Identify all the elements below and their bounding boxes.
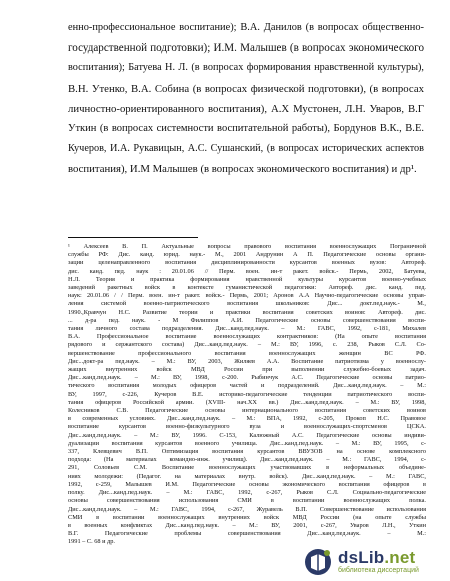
- footnote-line: тического воспитания молодых офицеров частей и подразделений. Дис...канд.пед.наук. – М.:: [68, 382, 426, 390]
- body-text-line: Уткин (в вопросах системности воспитательной работы), Бордунов В.К., В.Е.: [68, 123, 424, 135]
- footnote-line: вершенствование профессионального воспитания военнослужащих женщин ВС РФ.: [68, 349, 426, 357]
- footnote-line: Н.Л. Теория и практика формирования нравственной культуры курсантов военно-учебных: [68, 275, 426, 283]
- footnote-line: Дис...докт-ра пед.наук. – М.: ВУ, 2003, Жиляев А.А. Воспитание патриотизма у военнослу-: [68, 357, 426, 365]
- footnote-line: заведений ракетных войск в контексте гуманистической педагогики: Автореф. дис. канд. пед.: [68, 284, 426, 292]
- body-text-line: воспитания), И.М Малышев (в вопросах экономического воспитания) и др¹.: [68, 163, 417, 176]
- body-text-line: воспитания); Батуева Н. Л. (в вопросах формирования нравственной культуры),: [68, 62, 424, 74]
- footnote-line: в военных конфликтах Дис...канд.пед.наук. – М.: ВУ, 2001, с-267, Уваров Л.Н., Уткин: [68, 521, 426, 529]
- footnote-line: ВУ, 1997, с-226, Кучеров В.Е. историко-педагогические тенденции патриотического воспи-: [68, 390, 426, 398]
- body-text-line: государственной подготовки); И.М. Малышев (в вопросах экономического: [68, 42, 424, 55]
- body-text: [68, 18, 424, 180]
- footnote-line: Дис...канд.пед.наук. – М.: ВУ, 1998, с-200. Рыбинчук А.С. Педагогические основы патрио-: [68, 374, 426, 382]
- footnote-line: 1992, с-259, Малышев И.М. Педагогические основы экономического воспитания офицеров в: [68, 480, 426, 488]
- footnote-line: тания офицеров Российской армии. (XVIII- нач.XX вв.) Дис...канд.пед.наук. – М.: ВУ, 1998,: [68, 398, 426, 406]
- footnote-line: Колесников С.В. Педагогические основы интернационального воспитания советских воинов: [68, 407, 426, 415]
- watermark-site-prefix: dsLib: [338, 548, 385, 567]
- footnote-separator: [68, 237, 198, 238]
- footnote-line: службы РФ: Дис. канд. юрид. наук.- М., 2001 Андрунин А П. Педагогические основы органи-: [68, 251, 426, 259]
- footnote-line: наук: 20.01.06 / / Перм. воен. ин-т ракет. войск.- Пермь, 2001; Аронов А.А Научно-педагогические основы управ-: [68, 292, 426, 300]
- footnote-line: Дис...канд.пед.наук. – М.: ГАВС, 1994, с-267, Журавель В.П. Совершенствование использования: [68, 505, 426, 513]
- footnote-line: дуализации воспитания курсантов военного училища. Дис...канд.пед.наук. – М.: ВУ, 1995, с-: [68, 439, 426, 447]
- footnote-line: ... д-ра пед. наук. - М Филиппов А.И. Педагогические основы совершенствования воспи-: [68, 316, 426, 324]
- footnote-line: В.А. Профессиональное воспитание военнослужащих контрактников: (На опыте воспитания: [68, 333, 426, 341]
- body-text-line: В.Н. Утенко, В.А. Собина (в вопросах физической подготовки), (в вопросах: [68, 82, 424, 95]
- body-text-line: енно-профессиональное воспитание); В.А. Данилов (в вопросах общественно-: [68, 22, 424, 33]
- footnote: [68, 243, 426, 547]
- footnote-line: зации целенаправленного воспитания дисциплинированности курсантов военных вузов: Автореф.: [68, 259, 426, 267]
- watermark: [302, 547, 448, 577]
- footnote-line: рядового и сержантского состава) Дис...канд.пед.наук. – М.: ВУ, 1996, с. 238, Рыков С.Л. Со-: [68, 341, 426, 349]
- footnote-line: ¹ Алексеев В. П. Актуальные вопросы правового воспитания военнослужащих Пограничной: [68, 243, 426, 250]
- footnote-line: воспитание курсантов военно-физкультурного вуза и военнослужащих-спортсменов ЦСКА.: [68, 423, 426, 431]
- watermark-site-suffix: .net: [384, 548, 416, 567]
- footnote-line: 291, Соловьев С.М. Воспитание военнослужащих участвовавших в неформальных объедине-: [68, 464, 426, 472]
- body-text-line: Кучеров, И.А. Рукавицын, А.С. Сушанский, (в вопросах исторических аспектов: [68, 143, 424, 155]
- footnote-line: 1990.,Кравчун Н.С. Развитие теории и практики воспитания советских воинов: Автореф. дис.: [68, 308, 426, 316]
- watermark-subtitle: библиотека диссертаций: [338, 567, 419, 574]
- footnote-line: жащих внутренних войск МВД России при выполнении служебно-боевых задач.: [68, 366, 426, 374]
- body-text-line: личностно-ориентированного воспитания), А.Х Мустонен, Л.Н. Уваров, В.Г: [68, 102, 424, 115]
- footnote-line: дис. канд. пед. наук : 20.01.06 // Перм. воен. ин-т ракет. войск.- Пермь, 2002, Батуева,: [68, 267, 426, 275]
- footnote-line: 1991 – С. 68 и др.: [68, 538, 115, 546]
- footnote-line: основы совершенствования использования СМИ в воспитании военнослужащих полка.: [68, 497, 426, 505]
- footnote-line: В.Г. Педагогические проблемы совершенствования Дис...канд.пед.наук. – М.:: [68, 530, 426, 538]
- footnote-line: полку. Дис...канд.пед.наук. – М.: ГАВС, 1992, с-267, Рыков С.Л. Социально-педагогические: [68, 489, 426, 497]
- footnote-line: подхода: (На материалах командно-инж. училищ). Дис...канд.пед.наук. – М.: ГАВС, 1994, с-: [68, 456, 426, 464]
- footnote-line: тания личного состава подразделения. Дис...канд.пед.наук. – М.: ГАВС, 1992, с-181, Михалев: [68, 325, 426, 333]
- footnote-line: в современных условиях. Дис...канд.пед.наук. – М.: ВПА, 1992, с-205, Прокоп Н.С. Правовое: [68, 415, 426, 423]
- footnote-line: Дис...канд.пед.наук. – М.: ВУ, 1996. С-153, Калюжный А.С. Педагогические основы индиви-: [68, 431, 426, 439]
- footnote-line: СМИ в воспитании военнослужащих внутренних войск МВД России (на опыте службы: [68, 513, 426, 521]
- watermark-title: [338, 548, 415, 568]
- footnote-line: 337, Клевцевич В.П. Оптимизация воспитания курсантов ВВУЗОВ на основе комплексного: [68, 448, 426, 456]
- footnote-line: ниях молодежи: (Педагог. на материалах внутр. войск). Дис...канд.пед.наук. – М.: ГАВС,: [68, 472, 426, 480]
- footnote-line: ления системой военно-патриотического воспитания школьников: Дис... докт.пед.наук.- М.,: [68, 300, 426, 308]
- logo-icon: [302, 547, 334, 577]
